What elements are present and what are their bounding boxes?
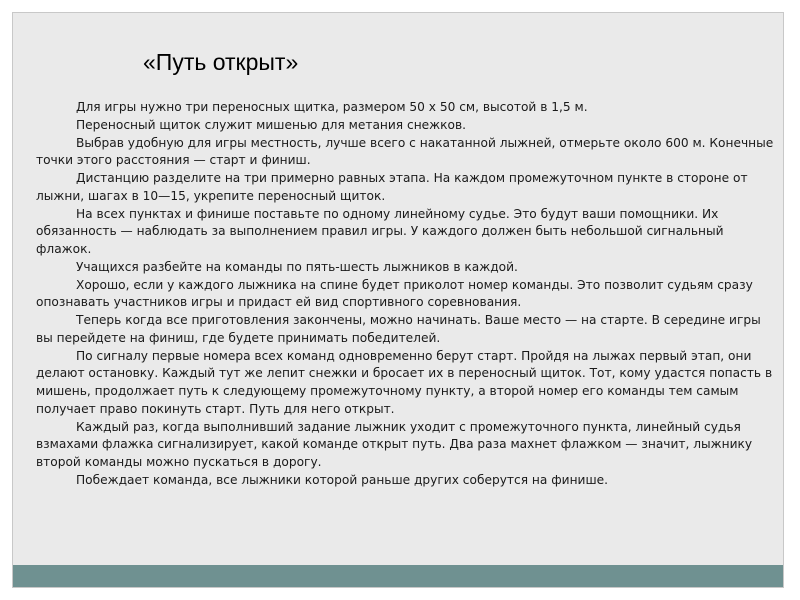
paragraph: На всех пунктах и финише поставьте по одному линейному судье. Это будут ваши помощники. Их обязанность — наблюдать за выполнением правил игры. У каждого должен быть небольшой сигнальный флажок.	[36, 206, 724, 256]
paragraph: Переносный щиток служит мишенью для метания снежков.	[76, 117, 467, 132]
paragraph: Хорошо, если у каждого лыжника на спине будет приколот номер команды. Это позволит судьям сразу опознавать участников игры и придаст ей вид спортивного соревнования.	[36, 277, 753, 310]
paragraph: Побеждает команда, все лыжники которой раньше других соберутся на финише.	[76, 472, 608, 487]
paragraph: По сигналу первые номера всех команд одновременно берут старт. Пройдя на лыжах первый этап, они делают остановку. Каждый тут же лепит снежки и бросает их в переносный щиток. Тот, кому удастся попасть в мишень, продолжает путь к следующему промежуточному пункту, а второй номер его команды тем самым получает право покинуть старт. Путь для него открыт.	[36, 348, 773, 416]
paragraph: Выбрав удобную для игры местность, лучше всего с накатанной лыжней, отмерьте около 600 м. Конечные точки этого расстояния — старт и финиш.	[36, 135, 774, 168]
slide-body	[36, 99, 781, 490]
slide-bottom-bar	[13, 565, 783, 587]
paragraph: Теперь когда все приготовления закончены, можно начинать. Ваше место — на старте. В середине игры вы перейдете на финиш, где будете принимать победителей.	[36, 313, 761, 345]
slide	[12, 12, 784, 588]
paragraph: Каждый раз, когда выполнивший задание лыжник уходит с промежуточного пункта, линейный судья взмахами флажка сигнализирует, какой команде открыт путь. Два раза махнет флажком — значит, лыжнику второй команды можно пускаться в дорогу.	[36, 419, 753, 469]
paragraph: Дистанцию разделите на три примерно равных этапа. На каждом промежуточном пункте в стороне от лыжни, шагах в 10—15, укрепите переносный щиток.	[36, 171, 748, 203]
paragraph: Учащихся разбейте на команды по пять-шесть лыжников в каждой.	[76, 259, 518, 274]
slide-title: «Путь открыт»	[143, 49, 299, 75]
paragraph: Для игры нужно три переносных щитка, размером 50 х 50 см, высотой в 1,5 м.	[76, 100, 588, 114]
